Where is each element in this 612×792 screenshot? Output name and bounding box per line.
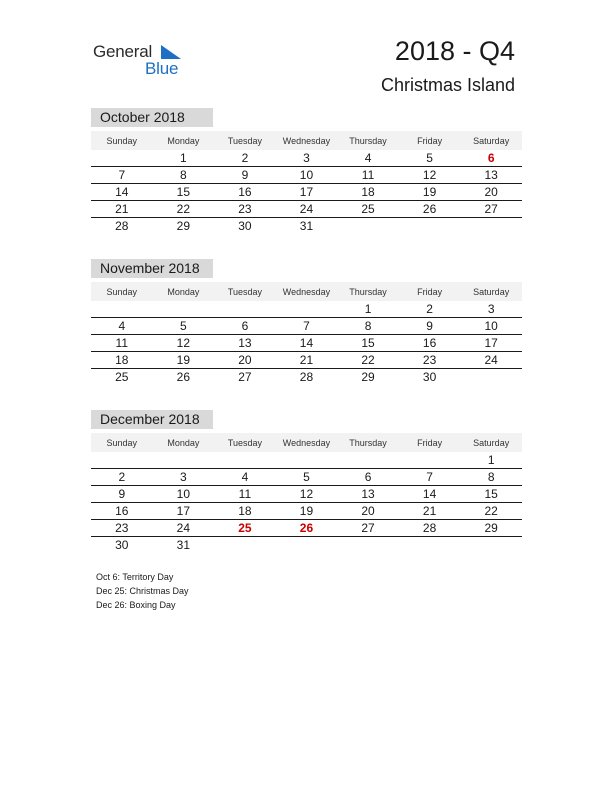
weekday-header: Friday [399,282,461,301]
weekday-header: Tuesday [214,131,276,150]
day-cell: 9 [91,486,153,503]
day-cell [276,537,338,554]
day-cell: 28 [399,520,461,537]
day-cell: 11 [337,167,399,184]
day-cell: 8 [337,318,399,335]
day-cell [153,452,215,469]
weekday-header: Friday [399,433,461,452]
day-cell: 23 [399,352,461,369]
day-cell [460,537,522,554]
month-calendar [91,410,522,553]
week-row [91,301,522,318]
day-cell: 6 [337,469,399,486]
day-cell: 28 [115,219,129,233]
day-cell: 26 [176,370,191,384]
weekday-header: Sunday [91,433,153,452]
day-cell: 23 [214,201,276,218]
week-row [91,352,522,369]
weekday-header: Thursday [337,433,399,452]
holiday-note: Dec 25: Christmas Day [96,586,189,596]
week-row [91,201,522,218]
week-row [91,520,522,537]
day-cell: 10 [276,167,338,184]
day-cell: 19 [399,184,461,201]
day-cell: 31 [299,219,314,233]
day-cell: 27 [460,201,522,218]
day-cell: 30 [422,370,437,384]
weekday-header: Thursday [337,131,399,150]
country-name: Christmas Island [380,75,515,95]
day-cell: 16 [399,335,461,352]
month-grid [91,433,522,553]
day-cell: 31 [176,538,191,552]
weekday-header: Thursday [337,282,399,301]
day-cell: 19 [153,352,215,369]
week-row [91,369,522,386]
day-cell: 1 [460,452,522,469]
weekday-header: Wednesday [276,131,338,150]
day-cell: 17 [153,503,215,520]
month-calendar [91,108,522,234]
week-row [91,150,522,167]
day-cell: 22 [460,503,522,520]
day-cell: 15 [337,335,399,352]
day-cell: 27 [337,520,399,537]
day-cell: 25 [115,370,129,384]
week-row [91,335,522,352]
holiday-note: Dec 26: Boxing Day [96,600,176,610]
day-cell [214,452,276,469]
day-cell: 1 [337,301,399,318]
day-cell: 6 [214,318,276,335]
month-grid [91,131,522,234]
weekday-header: Saturday [460,131,522,150]
day-cell: 7 [399,469,461,486]
day-cell: 18 [91,352,153,369]
weekday-header: Monday [153,131,215,150]
day-cell: 5 [276,469,338,486]
day-cell: 20 [460,184,522,201]
day-cell: 17 [460,335,522,352]
weekday-header: Friday [399,131,461,150]
day-cell: 13 [337,486,399,503]
week-row [91,184,522,201]
logo-text-general: General [93,42,153,61]
month-title: November 2018 [91,259,213,278]
day-cell: 11 [91,335,153,352]
day-cell: 26 [399,201,461,218]
day-cell: 9 [399,318,461,335]
holiday-note: Oct 6: Territory Day [96,572,174,582]
month-title: December 2018 [91,410,213,429]
day-cell: 20 [337,503,399,520]
day-cell: 4 [337,150,399,167]
day-cell: 3 [276,150,338,167]
day-cell [153,301,215,318]
day-cell: 22 [337,352,399,369]
weekday-header: Saturday [460,282,522,301]
day-cell: 17 [276,184,338,201]
month-title: October 2018 [91,108,213,127]
day-cell: 29 [460,520,522,537]
day-cell: 29 [361,370,375,384]
holiday-notes [96,570,189,612]
day-cell: 7 [276,318,338,335]
day-cell [276,452,338,469]
weekday-header: Sunday [91,131,153,150]
week-row [91,469,522,486]
day-cell: 29 [176,219,191,233]
week-row [91,486,522,503]
day-cell [399,452,461,469]
generalblue-logo [93,42,193,78]
week-row [91,452,522,469]
day-cell: 9 [214,167,276,184]
day-cell: 21 [399,503,461,520]
day-cell: 13 [214,335,276,352]
day-cell: 24 [276,201,338,218]
day-cell [91,301,153,318]
weekday-header: Sunday [91,282,153,301]
day-cell [337,452,399,469]
day-cell: 2 [214,150,276,167]
logo-text-blue: Blue [145,59,179,78]
day-cell [399,537,461,554]
day-cell: 19 [276,503,338,520]
day-cell: 25 [337,201,399,218]
day-cell [91,150,153,167]
day-cell: 5 [153,318,215,335]
day-cell: 14 [399,486,461,503]
page-title: 2018 - Q4 [394,36,515,66]
week-row [91,503,522,520]
day-cell: 10 [153,486,215,503]
day-cell: 21 [91,201,153,218]
week-row [91,537,522,554]
day-cell: 16 [91,503,153,520]
day-cell: 11 [214,486,276,503]
day-cell: 25 [214,520,276,537]
day-cell: 20 [214,352,276,369]
day-cell [460,218,522,235]
day-cell: 24 [153,520,215,537]
day-cell: 3 [153,469,215,486]
weekday-header: Wednesday [276,433,338,452]
day-cell [276,301,338,318]
day-cell: 18 [337,184,399,201]
day-cell [337,218,399,235]
day-cell: 28 [299,370,314,384]
day-cell: 26 [276,520,338,537]
day-cell: 3 [460,301,522,318]
day-cell: 15 [153,184,215,201]
day-cell: 12 [399,167,461,184]
day-cell: 14 [91,184,153,201]
day-cell: 10 [460,318,522,335]
weekday-header: Tuesday [214,282,276,301]
weekday-header: Monday [153,433,215,452]
weekday-header: Saturday [460,433,522,452]
day-cell: 8 [460,469,522,486]
day-cell: 22 [153,201,215,218]
day-cell: 16 [214,184,276,201]
day-cell: 18 [214,503,276,520]
day-cell [460,369,522,386]
day-cell: 30 [238,219,252,233]
day-cell: 15 [460,486,522,503]
day-cell: 12 [153,335,215,352]
day-cell: 13 [460,167,522,184]
day-cell: 14 [276,335,338,352]
day-cell: 6 [460,150,522,167]
weekday-header: Monday [153,282,215,301]
day-cell: 12 [276,486,338,503]
day-cell [91,452,153,469]
day-cell: 24 [460,352,522,369]
day-cell: 21 [276,352,338,369]
day-cell: 4 [91,318,153,335]
weekday-header: Wednesday [276,282,338,301]
day-cell: 5 [399,150,461,167]
day-cell: 1 [153,150,215,167]
day-cell [337,537,399,554]
day-cell: 23 [91,520,153,537]
day-cell: 2 [399,301,461,318]
day-cell [214,301,276,318]
week-row [91,218,522,235]
week-row [91,167,522,184]
day-cell: 4 [214,469,276,486]
month-grid [91,282,522,385]
day-cell: 2 [91,469,153,486]
weekday-header: Tuesday [214,433,276,452]
day-cell: 8 [153,167,215,184]
day-cell: 30 [115,538,129,552]
day-cell: 27 [238,370,252,384]
month-calendar [91,259,522,385]
week-row [91,318,522,335]
day-cell [399,218,461,235]
day-cell [214,537,276,554]
day-cell: 7 [91,167,153,184]
